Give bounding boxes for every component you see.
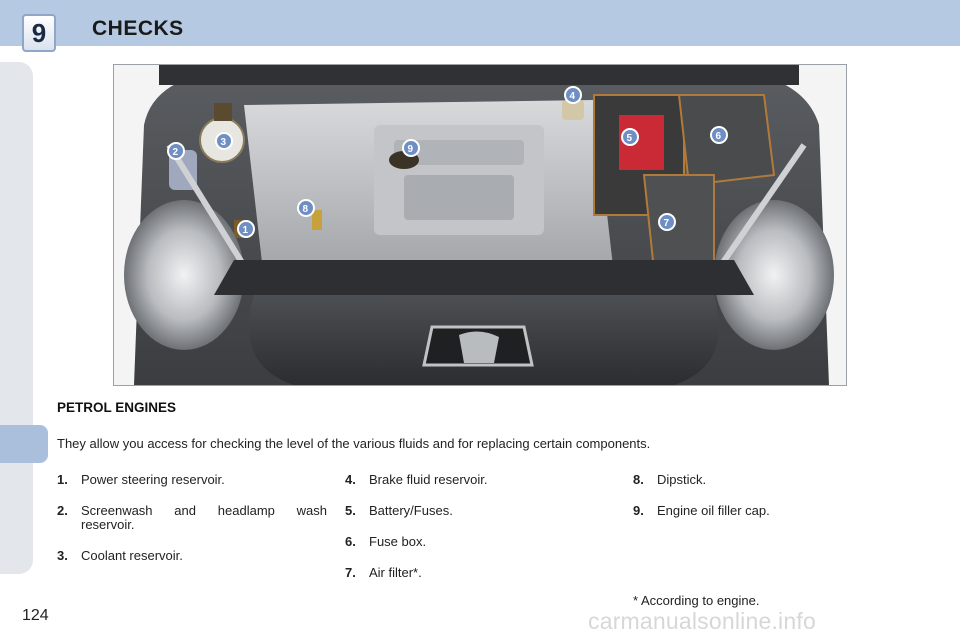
item-column-3 xyxy=(633,473,893,535)
callout-7 xyxy=(659,214,675,230)
item-number: 9. xyxy=(633,503,644,518)
svg-text:8: 8 xyxy=(302,204,309,215)
svg-text:2: 2 xyxy=(172,147,179,158)
list-item xyxy=(57,504,327,532)
item-column-2 xyxy=(345,473,605,597)
section-intro: They allow you access for checking the level of the various fluids and for replacing certain components. xyxy=(57,436,651,451)
engine-bay-photo xyxy=(113,64,847,386)
item-text: Engine oil filler cap. xyxy=(657,503,770,518)
list-item xyxy=(345,473,605,487)
item-number: 8. xyxy=(633,472,644,487)
item-text: Brake fluid reservoir. xyxy=(369,472,488,487)
footnote: * According to engine. xyxy=(633,593,760,608)
list-item xyxy=(345,504,605,518)
item-column-1 xyxy=(57,473,327,580)
callout-3 xyxy=(216,133,232,149)
item-text: Power steering reservoir. xyxy=(81,472,225,487)
item-text: Screenwash and headlamp wash reservoir. xyxy=(81,503,327,532)
list-item xyxy=(57,549,327,563)
item-number: 4. xyxy=(345,472,356,487)
callout-8 xyxy=(298,200,314,216)
list-item xyxy=(345,535,605,549)
item-text: Coolant reservoir. xyxy=(81,548,183,563)
item-text: Battery/Fuses. xyxy=(369,503,453,518)
list-item xyxy=(345,566,605,580)
chapter-number: 9 xyxy=(31,17,47,48)
svg-text:7: 7 xyxy=(663,218,670,229)
svg-text:6: 6 xyxy=(715,131,722,142)
callout-1 xyxy=(238,221,254,237)
callout-6 xyxy=(711,127,727,143)
chapter-number-badge xyxy=(22,14,56,52)
item-text: Air filter*. xyxy=(369,565,422,580)
svg-text:9: 9 xyxy=(407,144,414,155)
watermark: carmanualsonline.info xyxy=(588,608,816,634)
list-item xyxy=(57,473,327,487)
svg-text:4: 4 xyxy=(569,91,576,102)
callout-9 xyxy=(403,140,419,156)
callout-5 xyxy=(622,129,638,145)
item-text: Fuse box. xyxy=(369,534,427,549)
item-number: 2. xyxy=(57,503,68,518)
callout-2 xyxy=(168,143,184,159)
side-strip xyxy=(0,62,33,574)
item-number: 6. xyxy=(345,534,356,549)
item-text: Dipstick. xyxy=(657,472,707,487)
item-number: 7. xyxy=(345,565,356,580)
svg-text:5: 5 xyxy=(626,133,633,144)
page-number: 124 xyxy=(22,607,49,624)
svg-text:3: 3 xyxy=(220,137,227,148)
engine-bay-illustration xyxy=(114,65,846,385)
callout-4 xyxy=(565,87,581,103)
svg-text:1: 1 xyxy=(242,225,249,236)
item-number: 5. xyxy=(345,503,356,518)
list-item xyxy=(633,473,893,487)
section-title: PETROL ENGINES xyxy=(57,400,177,415)
chapter-tab[interactable] xyxy=(0,425,48,463)
page-title: CHECKS xyxy=(92,17,184,40)
list-item xyxy=(633,504,893,518)
item-number: 1. xyxy=(57,472,68,487)
item-number: 3. xyxy=(57,548,68,563)
